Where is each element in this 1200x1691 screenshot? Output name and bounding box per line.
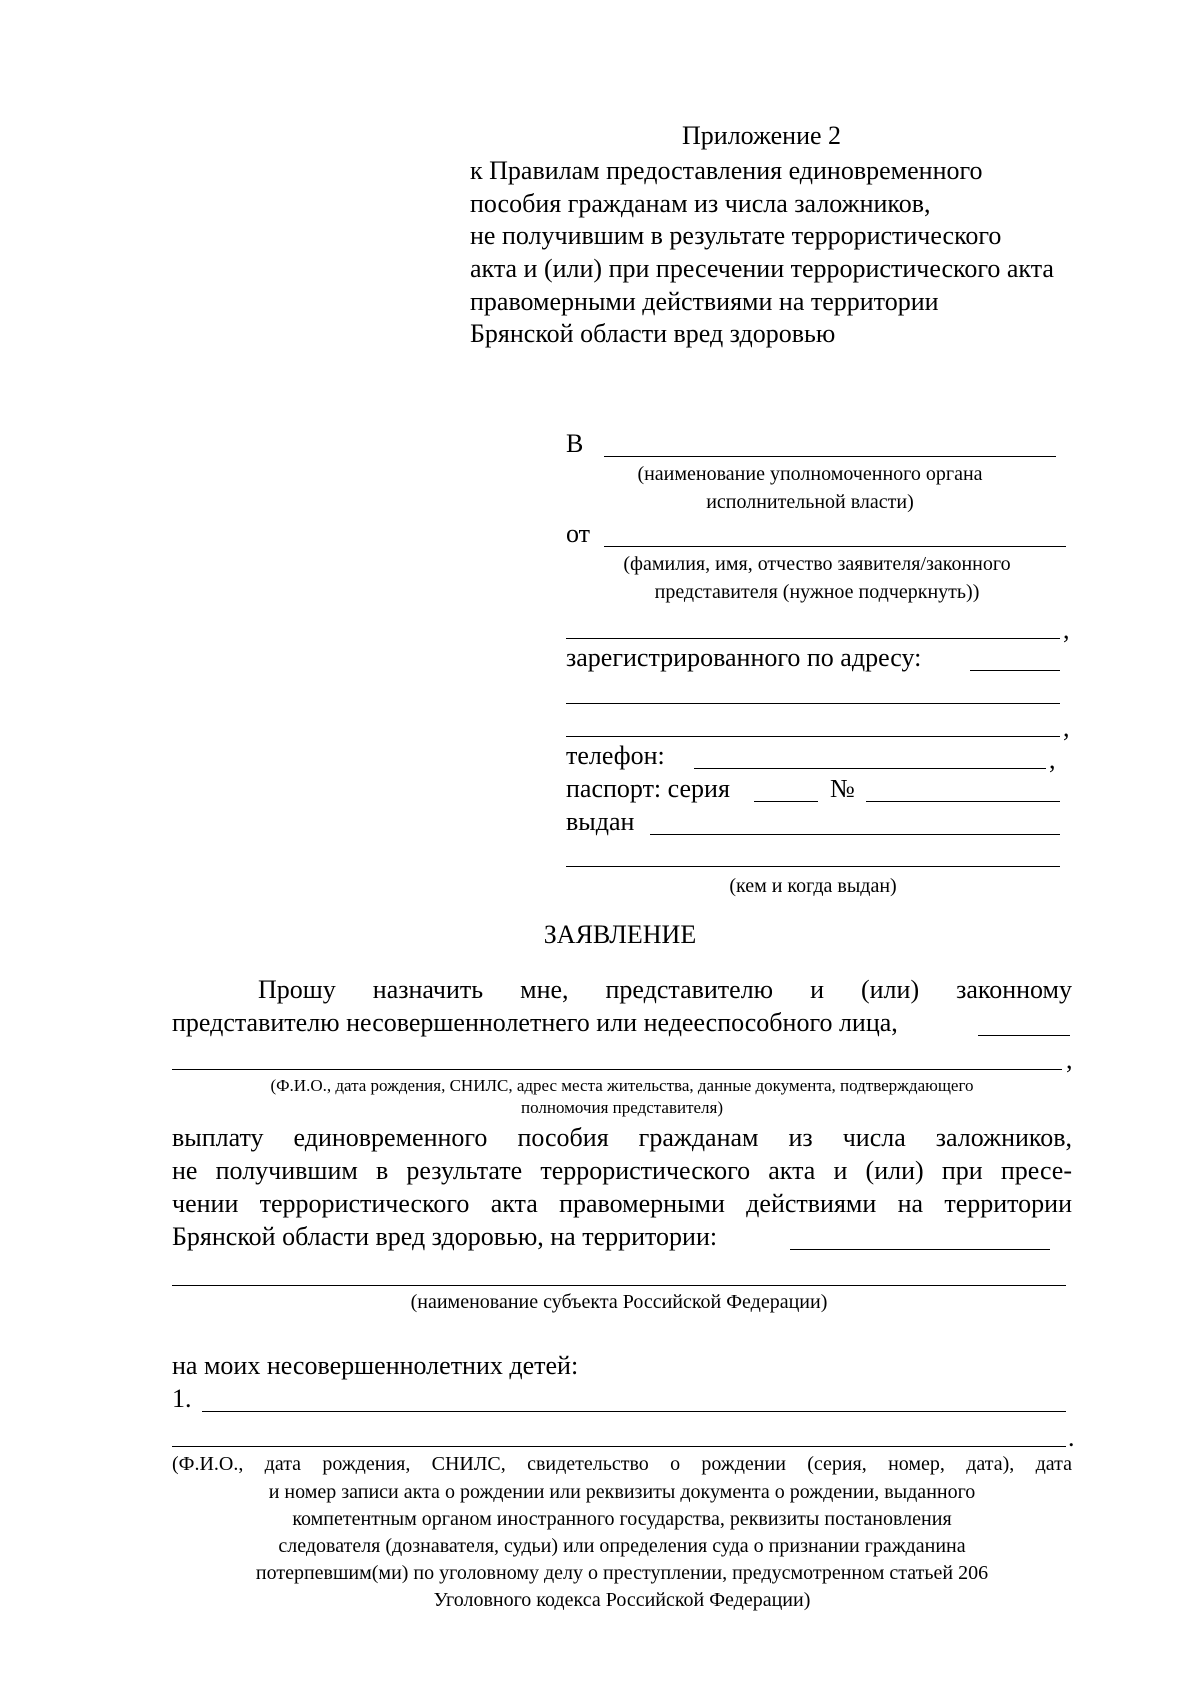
to-hint: (наименование уполномоченного органа [637,463,983,485]
appendix-line: правомерными действиями на территории [470,287,939,316]
statement-para1-line2: представителю несовершеннолетнего или недееспособного лица, [172,1008,898,1037]
from-blank-line[interactable] [604,546,1066,547]
child-hint-line: (Ф.И.О., дата рождения, СНИЛС, свидетельство о рождении (серия, номер, дата), дата [172,1453,1072,1475]
comma: , [1063,615,1070,644]
to-blank-line[interactable] [604,456,1056,457]
territory-hint: (наименование субъекта Российской Федерации) [410,1291,828,1313]
statement-para1-line1: Прошу назначить мне, представителю и (или) законному [258,975,1072,1004]
from-prefix: от [566,519,591,548]
child-hint-line: следователя (дознавателя, судьи) или определения суда о признании гражданина [278,1535,966,1557]
appendix-line: к Правилам предоставления единовременного [470,156,983,185]
from-hint: (фамилия, имя, отчество заявителя/законного [623,553,1011,575]
passport-number-line[interactable] [866,801,1060,802]
from-hint: представителя (нужное подчеркнуть)) [654,581,980,603]
appendix-line: не получившим в результате террористического [470,221,1002,250]
statement-para2-line: не получившим в результате террористического акта и (или) при пресе- [172,1156,1072,1185]
phone-label: телефон: [566,741,665,770]
child-number: 1. [172,1384,192,1413]
child-blank-line-2[interactable] [172,1446,1066,1447]
comma: , [1066,1045,1073,1074]
issued-hint: (кем и когда выдан) [729,875,897,897]
territory-blank-line[interactable] [790,1249,1050,1250]
comma: , [1063,713,1070,742]
issued-blank-line-2[interactable] [566,866,1060,867]
to-prefix: В [566,429,584,458]
address-blank-line[interactable] [970,670,1060,671]
phone-blank-line[interactable] [694,768,1046,769]
passport-series-line[interactable] [754,801,818,802]
appendix-line: пособия гражданам из числа заложников, [470,189,931,218]
territory-blank-line-2[interactable] [172,1285,1066,1286]
from-continue-line[interactable] [566,638,1060,639]
passport-label: паспорт: серия [566,774,730,803]
children-label: на моих несовершеннолетних детей: [172,1351,579,1380]
address-label: зарегистрированного по адресу: [566,643,922,672]
number-sign: № [830,774,855,803]
comma: , [1049,745,1056,774]
child-hint-line: потерпевшим(ми) по уголовному делу о преступлении, предусмотренном статьей 206 [255,1562,989,1584]
representative-blank-line[interactable] [978,1035,1070,1036]
issued-label: выдан [566,807,635,836]
representative-blank-line-2[interactable] [172,1069,1062,1070]
appendix-title: Приложение 2 [682,121,842,150]
statement-para2-line: чении террористического акта правомерными действиями на территории [172,1189,1072,1218]
period: . [1068,1423,1075,1452]
statement-title: ЗАЯВЛЕНИЕ [543,920,697,949]
appendix-line: Брянской области вред здоровью [470,319,836,348]
child-blank-line[interactable] [202,1411,1066,1412]
issued-blank-line[interactable] [650,834,1060,835]
child-hint-line: компетентным органом иностранного государства, реквизиты постановления [292,1508,952,1530]
appendix-line: акта и (или) при пресечении террористического акта [470,254,1054,283]
child-hint-line: Уголовного кодекса Российской Федерации) [433,1589,811,1611]
representative-hint: полномочия представителя) [520,1098,724,1117]
representative-hint: (Ф.И.О., дата рождения, СНИЛС, адрес места жительства, данные документа, подтверждающего [270,1076,974,1095]
child-hint-line: и номер записи акта о рождении или реквизиты документа о рождении, выданного [268,1481,976,1503]
address-blank-line-3[interactable] [566,736,1060,737]
to-hint: исполнительной власти) [706,491,914,513]
address-blank-line-2[interactable] [566,703,1060,704]
statement-para2-line: выплату единовременного пособия гражданам из числа заложников, [172,1123,1072,1152]
statement-para2-last-line: Брянской области вред здоровью, на территории: [172,1222,718,1251]
